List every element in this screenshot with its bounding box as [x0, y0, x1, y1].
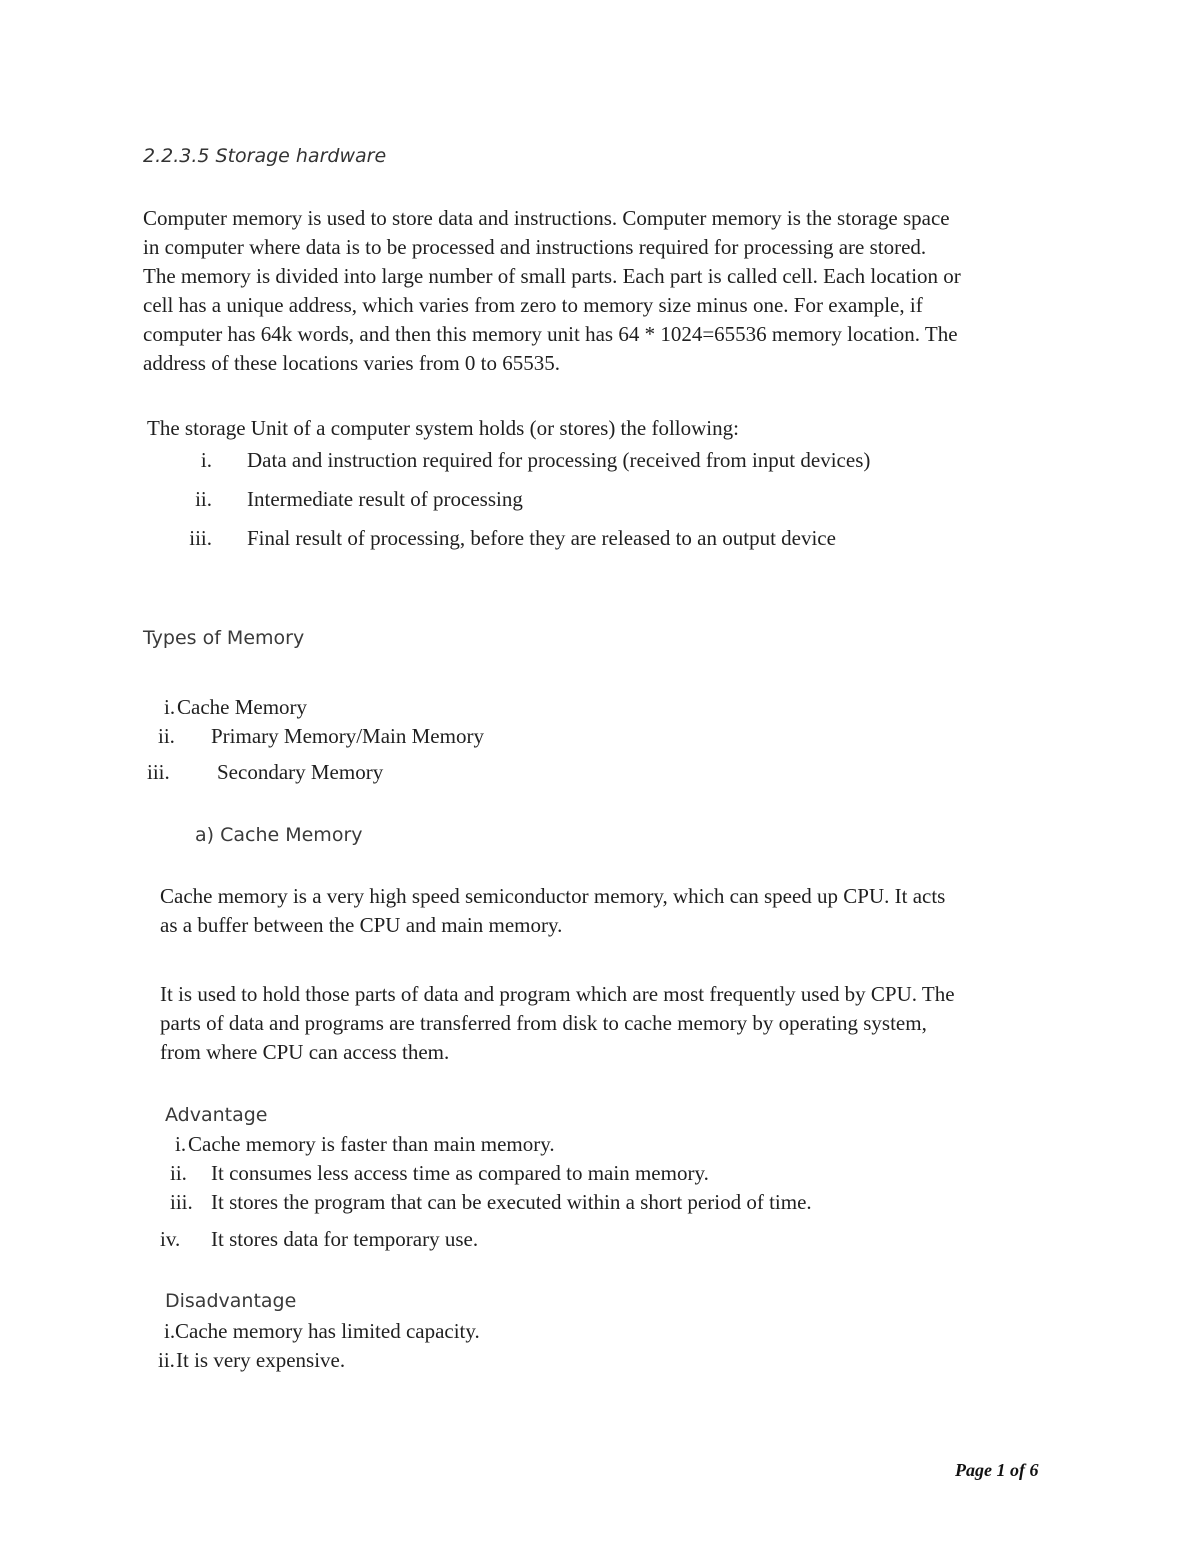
storage-unit-lead: The storage Unit of a computer system holds (or stores) the following:: [147, 416, 739, 440]
list-number: iii.: [189, 526, 212, 550]
list-text: It stores the program that can be executed within a short period of time.: [211, 1190, 812, 1214]
paragraph-line: It is used to hold those parts of data and program which are most frequently used by CPU. The: [160, 982, 955, 1006]
list-text: Primary Memory/Main Memory: [211, 724, 484, 748]
list-number: iii.: [170, 1190, 193, 1214]
list-number: ii.: [170, 1161, 187, 1185]
paragraph-line: Cache memory is a very high speed semiconductor memory, which can speed up CPU. It acts: [160, 884, 946, 908]
list-text: It is very expensive.: [176, 1348, 346, 1372]
section-title: 2.2.3.5 Storage hardware: [143, 145, 387, 167]
intro-line: computer has 64k words, and then this memory unit has 64 * 1024=65536 memory location. The: [143, 322, 958, 346]
list-number: i.: [200, 448, 212, 472]
intro-line: in computer where data is to be processed and instructions required for processing are stored.: [143, 235, 927, 259]
intro-line: The memory is divided into large number of small parts. Each part is called cell. Each location or: [143, 264, 961, 288]
list-number: i.: [175, 1132, 187, 1156]
disadvantage-heading: Disadvantage: [165, 1290, 297, 1312]
list-text: It consumes less access time as compared to main memory.: [211, 1161, 709, 1185]
list-number: ii.: [158, 1348, 175, 1372]
list-text: Cache Memory: [177, 695, 308, 719]
list-number: i.: [164, 1319, 176, 1343]
list-text: Final result of processing, before they are released to an output device: [247, 526, 836, 550]
list-text: Secondary Memory: [217, 760, 384, 784]
list-text: Intermediate result of processing: [247, 487, 523, 511]
list-number: iv.: [160, 1227, 181, 1251]
advantage-heading: Advantage: [165, 1104, 268, 1126]
list-number: ii.: [158, 724, 175, 748]
list-number: iii.: [147, 760, 170, 784]
intro-line: Computer memory is used to store data and instructions. Computer memory is the storage space: [143, 206, 950, 230]
intro-line: address of these locations varies from 0 to 65535.: [143, 351, 560, 375]
list-text: Cache memory has limited capacity.: [175, 1319, 480, 1343]
page-number: Page 1 of 6: [955, 1460, 1039, 1480]
list-text: Cache memory is faster than main memory.: [188, 1132, 555, 1156]
paragraph-line: as a buffer between the CPU and main memory.: [160, 913, 563, 937]
intro-line: cell has a unique address, which varies from zero to memory size minus one. For example, if: [143, 293, 923, 317]
list-text: Data and instruction required for processing (received from input devices): [247, 448, 871, 472]
list-text: It stores data for temporary use.: [211, 1227, 479, 1251]
list-number: i.: [164, 695, 176, 719]
list-number: ii.: [195, 487, 212, 511]
types-heading: Types of Memory: [143, 627, 305, 649]
cache-heading: a) Cache Memory: [195, 824, 363, 846]
paragraph-line: parts of data and programs are transferred from disk to cache memory by operating system,: [160, 1011, 927, 1035]
paragraph-line: from where CPU can access them.: [160, 1040, 450, 1064]
